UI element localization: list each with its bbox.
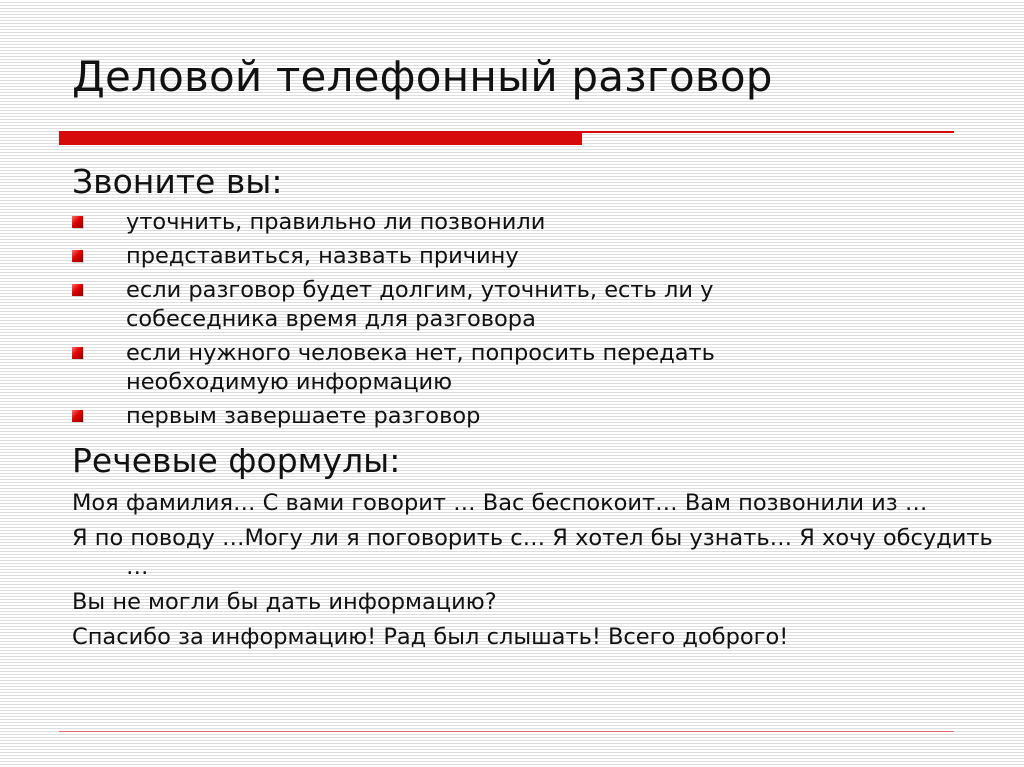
section-heading-formulas: Речевые формулы: <box>72 441 401 480</box>
formula-item: Я по поводу …Могу ли я поговорить с… Я хотел бы узнать… Я хочу обсудить … <box>72 525 993 580</box>
list-item-text: если нужного человека нет, попросить передать необходимую информацию <box>126 340 715 395</box>
list-item <box>72 402 826 431</box>
section-heading-calling: Звоните вы: <box>72 162 283 201</box>
list-item-text: уточнить, правильно ли позвонили <box>126 209 546 235</box>
list-item-text: если разговор будет долгим, уточнить, есть ли у собеседника время для разговора <box>126 277 714 332</box>
list-item <box>72 242 826 271</box>
formula-item: Вы не могли бы дать информацию? <box>72 589 497 615</box>
title-underline-thin <box>582 131 954 133</box>
slide-title: Деловой телефонный разговор <box>72 52 773 101</box>
red-square-bullet-icon <box>72 347 83 359</box>
title-underline-thick <box>59 131 582 145</box>
list-item-text: первым завершаете разговор <box>126 403 481 429</box>
calling-steps-list <box>72 208 972 431</box>
red-square-bullet-icon <box>72 410 83 422</box>
list-item <box>72 276 826 334</box>
speech-formulas-list <box>72 489 993 652</box>
red-square-bullet-icon <box>72 284 83 296</box>
red-square-bullet-icon <box>72 216 83 228</box>
list-item-text: представиться, назвать причину <box>126 243 519 269</box>
list-item <box>72 208 826 237</box>
formula-item: Моя фамилия… С вами говорит … Вас беспокоит… Вам позвонили из … <box>72 490 928 516</box>
slide-content <box>72 160 993 658</box>
red-square-bullet-icon <box>72 250 83 262</box>
list-item <box>72 339 826 397</box>
footer-divider <box>59 731 954 732</box>
formula-item: Спасибо за информацию! Рад был слышать! Всего доброго! <box>72 624 789 650</box>
